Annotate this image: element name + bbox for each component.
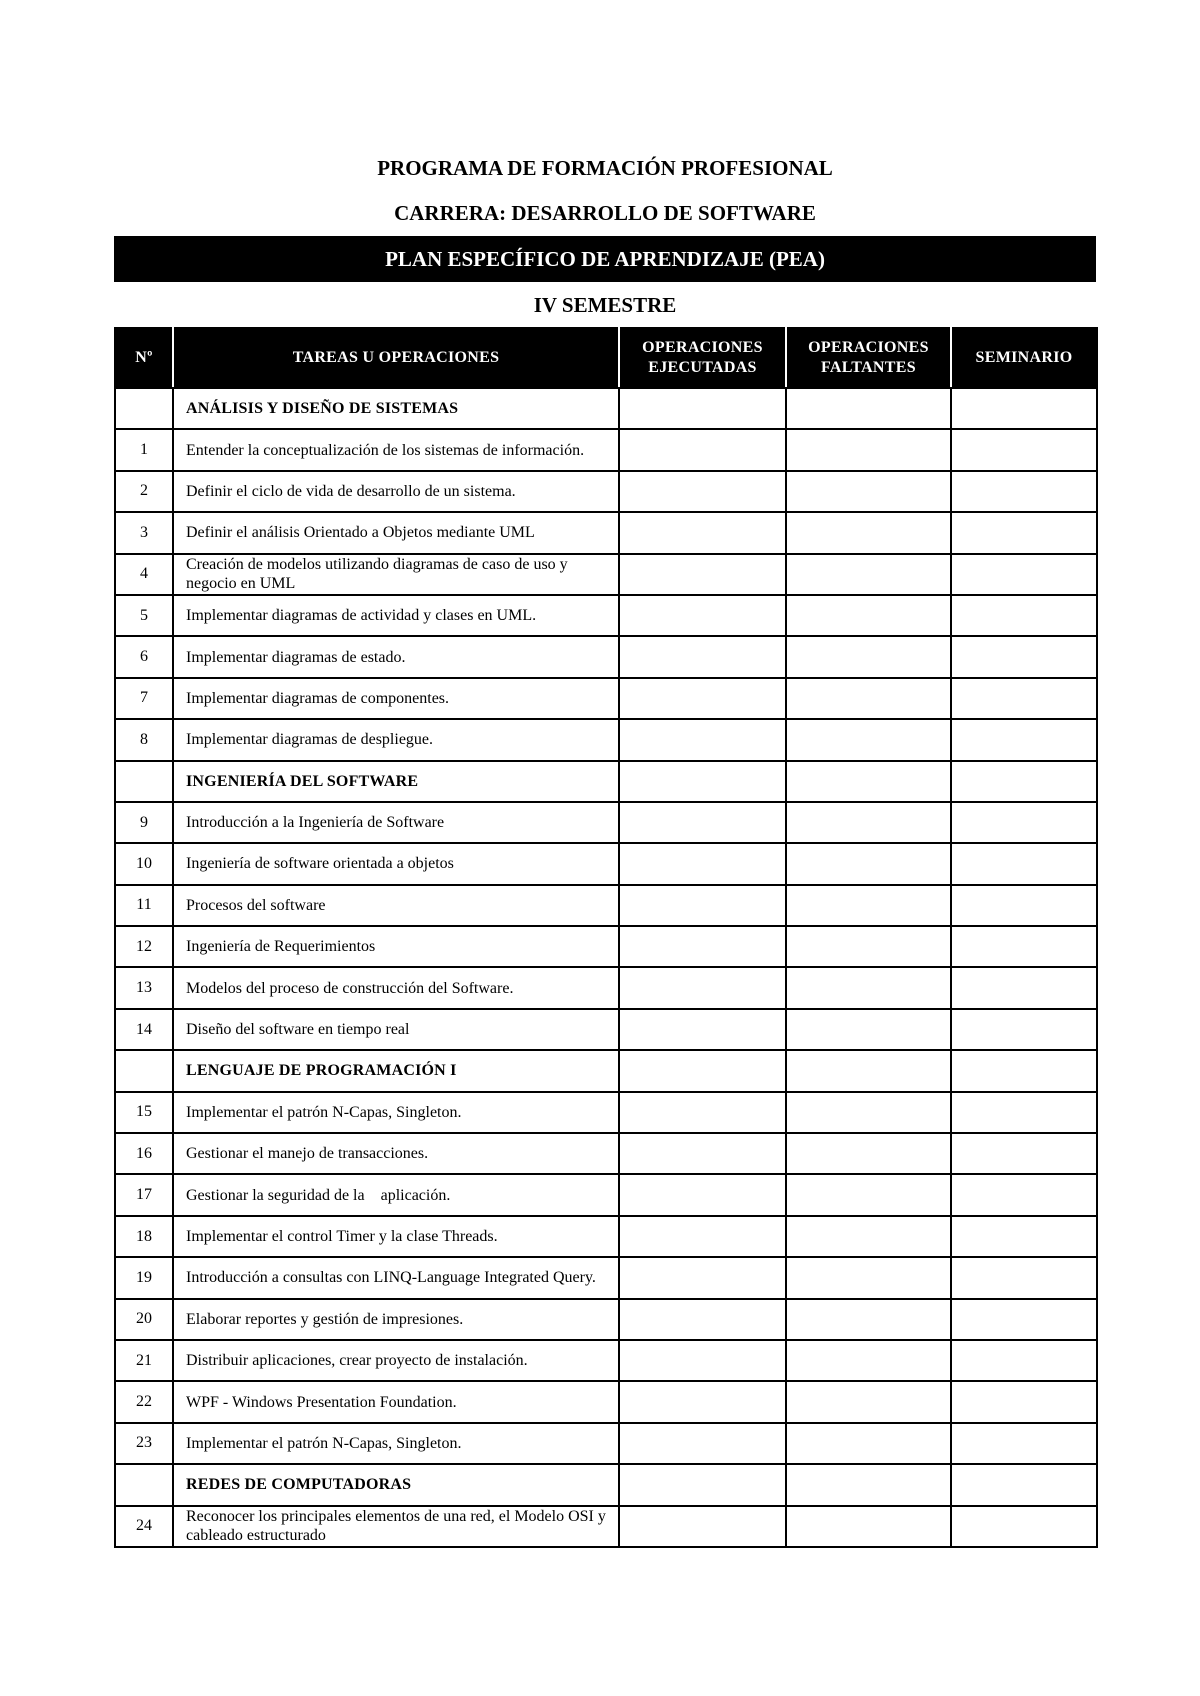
missing-cell[interactable] [786, 1423, 951, 1464]
section-title: INGENIERÍA DEL SOFTWARE [173, 761, 619, 802]
table-row [115, 967, 1097, 1008]
table-row [115, 1257, 1097, 1298]
seminar-cell[interactable] [951, 554, 1097, 595]
task-description: Implementar diagramas de estado. [173, 636, 619, 677]
row-number: 23 [115, 1423, 173, 1464]
section-row [115, 388, 1097, 429]
missing-cell[interactable] [786, 802, 951, 843]
section-row [115, 1464, 1097, 1505]
missing-cell[interactable] [786, 388, 951, 429]
missing-cell[interactable] [786, 719, 951, 760]
row-number: 18 [115, 1216, 173, 1257]
column-header-missing-line1: OPERACIONES [808, 339, 929, 356]
table-row [115, 1299, 1097, 1340]
row-number [115, 761, 173, 802]
row-number: 9 [115, 802, 173, 843]
executed-cell[interactable] [619, 1464, 786, 1505]
task-description: Implementar el patrón N-Capas, Singleton. [173, 1092, 619, 1133]
table-row [115, 595, 1097, 636]
seminar-cell[interactable] [951, 595, 1097, 636]
seminar-cell[interactable] [951, 1464, 1097, 1505]
table-row [115, 719, 1097, 760]
missing-cell[interactable] [786, 761, 951, 802]
section-row [115, 761, 1097, 802]
task-description: Definir el ciclo de vida de desarrollo de un sistema. [173, 471, 619, 512]
section-title: ANÁLISIS Y DISEÑO DE SISTEMAS [173, 388, 619, 429]
table-body [115, 388, 1097, 1547]
missing-cell[interactable] [786, 1340, 951, 1381]
executed-cell[interactable] [619, 1050, 786, 1091]
seminar-cell[interactable] [951, 1340, 1097, 1381]
row-number: 15 [115, 1092, 173, 1133]
row-number: 1 [115, 429, 173, 470]
program-title: PROGRAMA DE FORMACIÓN PROFESIONAL [377, 156, 833, 180]
executed-cell[interactable] [619, 843, 786, 884]
row-number: 4 [115, 554, 173, 595]
missing-cell[interactable] [786, 1050, 951, 1091]
task-description: Modelos del proceso de construcción del Software. [173, 967, 619, 1008]
missing-cell[interactable] [786, 1464, 951, 1505]
seminar-cell[interactable] [951, 1216, 1097, 1257]
executed-cell[interactable] [619, 926, 786, 967]
missing-cell[interactable] [786, 1506, 951, 1547]
row-number [115, 388, 173, 429]
seminar-cell[interactable] [951, 1050, 1097, 1091]
task-description: Implementar el patrón N-Capas, Singleton. [173, 1423, 619, 1464]
task-description: Creación de modelos utilizando diagramas de caso de uso y negocio en UML [173, 554, 619, 595]
table-row [115, 1381, 1097, 1422]
task-description: Ingeniería de software orientada a objetos [173, 843, 619, 884]
task-description: Entender la conceptualización de los sistemas de información. [173, 429, 619, 470]
table-row [115, 885, 1097, 926]
missing-cell[interactable] [786, 512, 951, 553]
task-description: Implementar diagramas de despliegue. [173, 719, 619, 760]
executed-cell[interactable] [619, 554, 786, 595]
table-row [115, 1133, 1097, 1174]
table-row [115, 1092, 1097, 1133]
row-number: 13 [115, 967, 173, 1008]
missing-cell[interactable] [786, 967, 951, 1008]
missing-cell[interactable] [786, 1381, 951, 1422]
seminar-cell[interactable] [951, 1381, 1097, 1422]
executed-cell[interactable] [619, 719, 786, 760]
executed-cell[interactable] [619, 1340, 786, 1381]
executed-cell[interactable] [619, 1009, 786, 1050]
table-header-row [115, 328, 1097, 388]
executed-cell[interactable] [619, 1381, 786, 1422]
task-description: Implementar diagramas de actividad y clases en UML. [173, 595, 619, 636]
missing-cell[interactable] [786, 1174, 951, 1215]
row-number: 14 [115, 1009, 173, 1050]
executed-cell[interactable] [619, 1506, 786, 1547]
task-description: Implementar el control Timer y la clase Threads. [173, 1216, 619, 1257]
row-number: 19 [115, 1257, 173, 1298]
seminar-cell[interactable] [951, 1299, 1097, 1340]
section-row [115, 1050, 1097, 1091]
missing-cell[interactable] [786, 429, 951, 470]
seminar-cell[interactable] [951, 1174, 1097, 1215]
row-number: 11 [115, 885, 173, 926]
seminar-cell[interactable] [951, 1092, 1097, 1133]
column-header-missing-line2: FALTANTES [821, 359, 916, 376]
missing-cell[interactable] [786, 1133, 951, 1174]
missing-cell[interactable] [786, 1216, 951, 1257]
executed-cell[interactable] [619, 1299, 786, 1340]
row-number: 17 [115, 1174, 173, 1215]
missing-cell[interactable] [786, 554, 951, 595]
table-row [115, 1174, 1097, 1215]
executed-cell[interactable] [619, 636, 786, 677]
table-row [115, 1423, 1097, 1464]
table-row [115, 471, 1097, 512]
task-description: WPF - Windows Presentation Foundation. [173, 1381, 619, 1422]
executed-cell[interactable] [619, 388, 786, 429]
executed-cell[interactable] [619, 761, 786, 802]
executed-cell[interactable] [619, 678, 786, 719]
task-description: Introducción a consultas con LINQ-Language Integrated Query. [173, 1257, 619, 1298]
seminar-cell[interactable] [951, 429, 1097, 470]
task-description: Definir el análisis Orientado a Objetos mediante UML [173, 512, 619, 553]
executed-cell[interactable] [619, 429, 786, 470]
executed-cell[interactable] [619, 1092, 786, 1133]
seminar-cell[interactable] [951, 843, 1097, 884]
executed-cell[interactable] [619, 1216, 786, 1257]
table-row [115, 678, 1097, 719]
seminar-cell[interactable] [951, 967, 1097, 1008]
column-header-task: TAREAS U OPERACIONES [173, 328, 619, 388]
table-row [115, 1009, 1097, 1050]
seminar-cell[interactable] [951, 1009, 1097, 1050]
row-number [115, 1464, 173, 1505]
missing-cell[interactable] [786, 926, 951, 967]
row-number: 21 [115, 1340, 173, 1381]
seminar-cell[interactable] [951, 1506, 1097, 1547]
row-number: 3 [115, 512, 173, 553]
row-number: 6 [115, 636, 173, 677]
task-description: Elaborar reportes y gestión de impresiones. [173, 1299, 619, 1340]
seminar-cell[interactable] [951, 512, 1097, 553]
executed-cell[interactable] [619, 885, 786, 926]
missing-cell[interactable] [786, 1299, 951, 1340]
task-description: Implementar diagramas de componentes. [173, 678, 619, 719]
executed-cell[interactable] [619, 1257, 786, 1298]
seminar-cell[interactable] [951, 885, 1097, 926]
seminar-cell[interactable] [951, 1423, 1097, 1464]
table-row [115, 554, 1097, 595]
executed-cell[interactable] [619, 1133, 786, 1174]
executed-cell[interactable] [619, 1174, 786, 1215]
missing-cell[interactable] [786, 471, 951, 512]
missing-cell[interactable] [786, 636, 951, 677]
section-title: REDES DE COMPUTADORAS [173, 1464, 619, 1505]
table-row [115, 429, 1097, 470]
task-description: Gestionar la seguridad de la aplicación. [173, 1174, 619, 1215]
missing-cell[interactable] [786, 1257, 951, 1298]
table-row [115, 843, 1097, 884]
semester-title: IV SEMESTRE [533, 293, 677, 317]
row-number: 22 [115, 1381, 173, 1422]
executed-cell[interactable] [619, 802, 786, 843]
section-title: LENGUAJE DE PROGRAMACIÓN I [173, 1050, 619, 1091]
missing-cell[interactable] [786, 678, 951, 719]
row-number: 24 [115, 1506, 173, 1547]
task-description: Reconocer los principales elementos de una red, el Modelo OSI y cableado estructurado [173, 1506, 619, 1547]
missing-cell[interactable] [786, 1009, 951, 1050]
table-row [115, 926, 1097, 967]
executed-cell[interactable] [619, 1423, 786, 1464]
column-header-executed-line1: OPERACIONES [642, 339, 763, 356]
seminar-cell[interactable] [951, 1257, 1097, 1298]
plan-banner: PLAN ESPECÍFICO DE APRENDIZAJE (PEA) [114, 236, 1096, 282]
seminar-cell[interactable] [951, 1133, 1097, 1174]
executed-cell[interactable] [619, 967, 786, 1008]
row-number [115, 1050, 173, 1091]
column-header-num: Nº [115, 328, 173, 388]
row-number: 5 [115, 595, 173, 636]
missing-cell[interactable] [786, 1092, 951, 1133]
seminar-cell[interactable] [951, 719, 1097, 760]
column-header-executed-line2: EJECUTADAS [648, 359, 757, 376]
column-header-missing [786, 328, 951, 388]
table-row [115, 512, 1097, 553]
seminar-cell[interactable] [951, 802, 1097, 843]
seminar-cell[interactable] [951, 636, 1097, 677]
column-header-seminar: SEMINARIO [951, 328, 1097, 388]
task-description: Distribuir aplicaciones, crear proyecto de instalación. [173, 1340, 619, 1381]
missing-cell[interactable] [786, 843, 951, 884]
career-title: CARRERA: DESARROLLO DE SOFTWARE [394, 201, 816, 225]
missing-cell[interactable] [786, 595, 951, 636]
table-row [115, 1216, 1097, 1257]
executed-cell[interactable] [619, 512, 786, 553]
task-description: Introducción a la Ingeniería de Software [173, 802, 619, 843]
row-number: 16 [115, 1133, 173, 1174]
seminar-cell[interactable] [951, 388, 1097, 429]
executed-cell[interactable] [619, 471, 786, 512]
seminar-cell[interactable] [951, 678, 1097, 719]
row-number: 2 [115, 471, 173, 512]
task-description: Procesos del software [173, 885, 619, 926]
row-number: 12 [115, 926, 173, 967]
table-row [115, 636, 1097, 677]
row-number: 8 [115, 719, 173, 760]
task-description: Gestionar el manejo de transacciones. [173, 1133, 619, 1174]
table-row [115, 802, 1097, 843]
task-description: Ingeniería de Requerimientos [173, 926, 619, 967]
column-header-executed [619, 328, 786, 388]
seminar-cell[interactable] [951, 761, 1097, 802]
seminar-cell[interactable] [951, 926, 1097, 967]
table-row [115, 1506, 1097, 1547]
row-number: 7 [115, 678, 173, 719]
missing-cell[interactable] [786, 885, 951, 926]
table-row [115, 1340, 1097, 1381]
executed-cell[interactable] [619, 595, 786, 636]
row-number: 10 [115, 843, 173, 884]
task-description: Diseño del software en tiempo real [173, 1009, 619, 1050]
tasks-table [114, 327, 1098, 1548]
row-number: 20 [115, 1299, 173, 1340]
seminar-cell[interactable] [951, 471, 1097, 512]
